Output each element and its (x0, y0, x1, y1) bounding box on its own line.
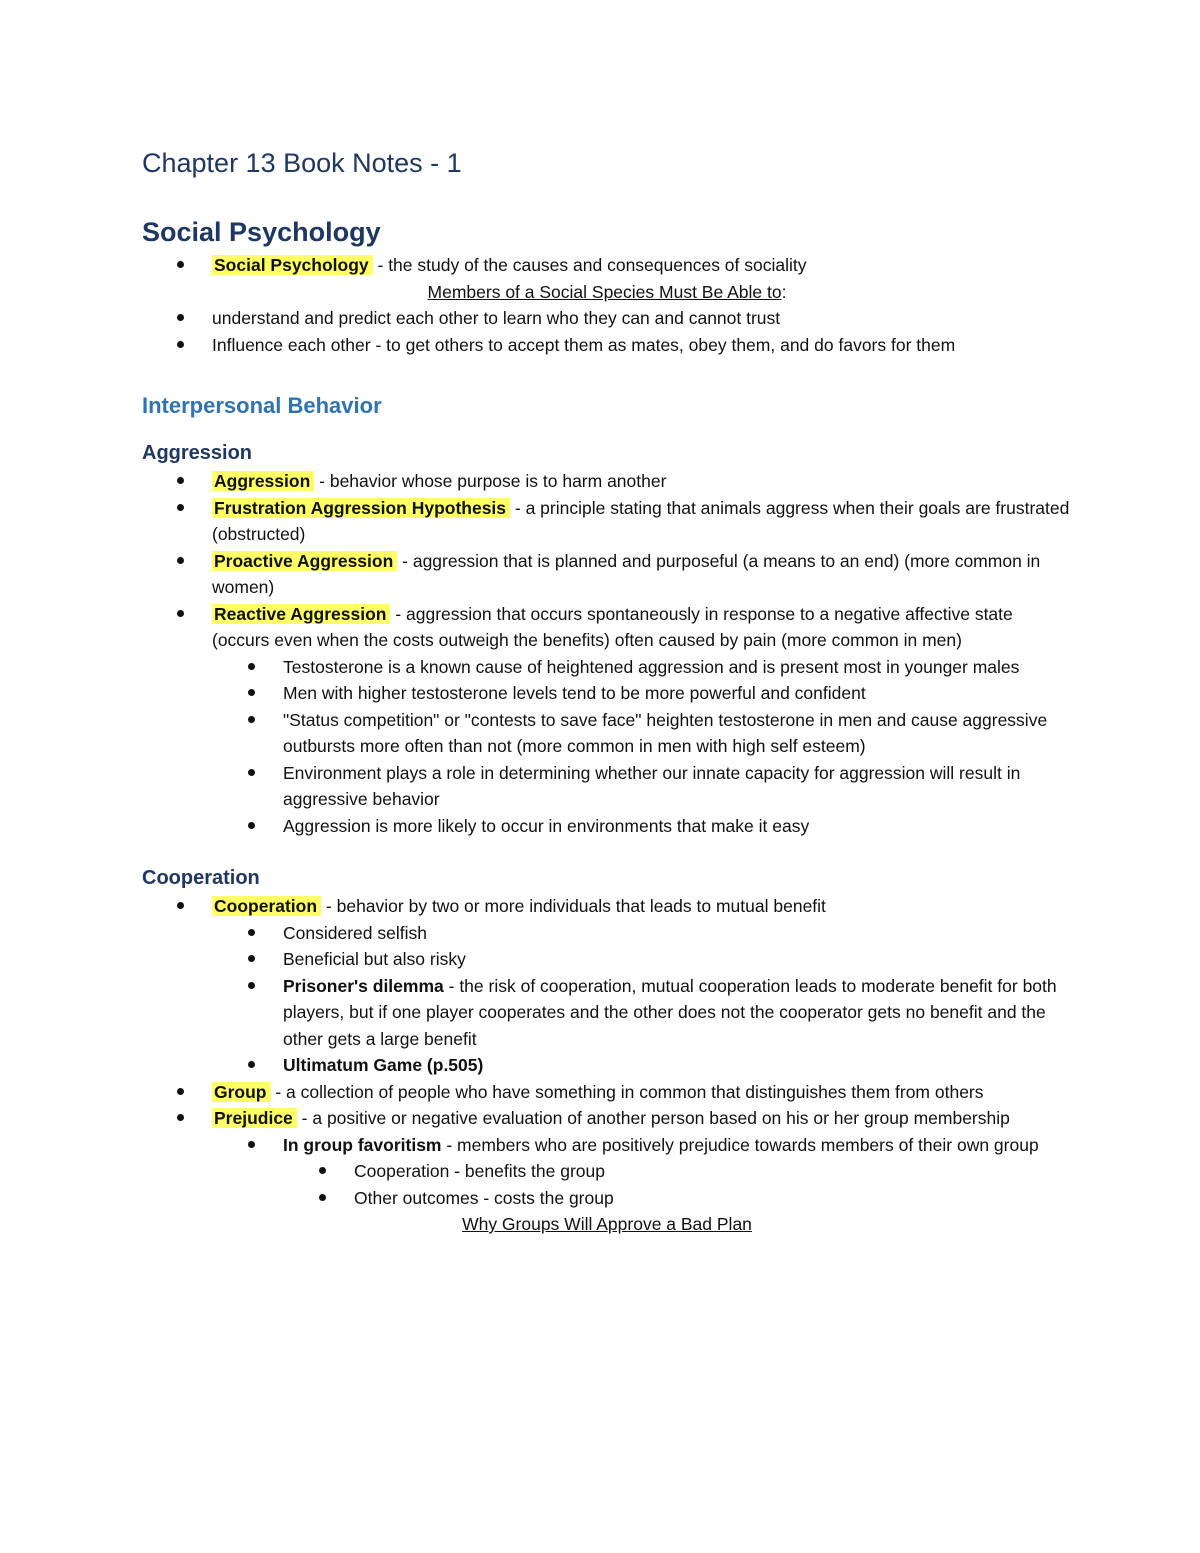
subheading-text: Members of a Social Species Must Be Able to (427, 281, 782, 302)
list-item: Environment plays a role in determining whether our innate capacity for aggression will result in aggressive behavior (142, 760, 1072, 813)
term-definition: - the study of the causes and consequences of sociality (372, 255, 807, 275)
term-definition: - a positive or negative evaluation of another person based on his or her group membership (296, 1108, 1010, 1128)
list-item: Considered selfish (142, 920, 1072, 947)
heading-cooperation: Cooperation (142, 867, 260, 889)
list-item: Other outcomes - costs the group (142, 1185, 1072, 1212)
list-item (142, 468, 1072, 495)
heading-aggression: Aggression (142, 442, 253, 464)
term-highlight: Group (212, 1082, 271, 1102)
term-highlight: Prejudice (212, 1108, 297, 1128)
footer-subheading: Why Groups Will Approve a Bad Plan (462, 1214, 752, 1234)
list-item (142, 252, 1072, 279)
social-list (142, 252, 1072, 279)
list-item (142, 893, 1072, 920)
cooperation-list (142, 893, 1072, 1211)
list-item: "Status competition" or "contests to save face" heighten testosterone in men and cause aggressive outbursts more often than not (more common in men with high self esteem) (142, 707, 1072, 760)
term-highlight: Social Psychology (212, 255, 373, 275)
list-item: Cooperation - benefits the group (142, 1158, 1072, 1185)
page-reference: (p.505) (422, 1055, 484, 1075)
list-item (142, 1052, 1072, 1079)
list-item (142, 1105, 1072, 1132)
term-highlight: Reactive Aggression (212, 604, 390, 624)
list-item: Influence each other - to get others to accept them as mates, obey them, and do favors for them (142, 332, 1072, 359)
term-highlight: Proactive Aggression (212, 551, 397, 571)
list-item (142, 973, 1072, 1053)
term-highlight: Aggression (212, 471, 314, 491)
members-list (142, 305, 1072, 358)
list-item (142, 548, 1072, 601)
term-definition: - a collection of people who have something in common that distinguishes them from others (270, 1081, 984, 1102)
list-item (142, 1132, 1072, 1159)
list-item: understand and predict each other to learn who they can and cannot trust (142, 305, 1072, 332)
term-highlight: Frustration Aggression Hypothesis (212, 498, 510, 518)
heading-social-psychology: Social Psychology (142, 217, 381, 247)
subheading-suffix: : (781, 281, 787, 302)
term-bold: Prisoner's dilemma (283, 975, 444, 996)
document-content (142, 138, 1072, 1238)
list-item: Testosterone is a known cause of heightened aggression and is present most in younger males (142, 654, 1072, 681)
list-item (142, 495, 1072, 548)
list-item: Beneficial but also risky (142, 946, 1072, 973)
term-highlight: Cooperation (212, 896, 321, 916)
list-item (142, 601, 1072, 654)
term-definition: - a principle stating that animals aggress when their goals are frustrated (obstructed) (212, 497, 1070, 544)
term-bold: In group favoritism (283, 1134, 442, 1155)
term-definition: - behavior whose purpose is to harm another (314, 471, 667, 491)
term-definition: - aggression that occurs spontaneously in response to a negative affective state (occurs even when the costs outweigh the benefits) often caused by pain (more common in men) (212, 603, 1013, 650)
aggression-list (142, 468, 1072, 839)
heading-interpersonal-behavior: Interpersonal Behavior (142, 393, 382, 418)
term-definition: - behavior by two or more individuals that leads to mutual benefit (321, 896, 826, 916)
term-bold: Ultimatum Game (283, 1055, 423, 1075)
list-item (142, 1079, 1072, 1106)
page-title: Chapter 13 Book Notes - 1 (142, 148, 462, 178)
term-definition: - members who are positively prejudice towards members of their own group (441, 1134, 1039, 1155)
subheading-members (142, 279, 1072, 306)
term-definition: - aggression that is planned and purposeful (a means to an end) (more common in women) (212, 550, 1041, 597)
term-definition: - the risk of cooperation, mutual cooperation leads to moderate benefit for both players, but if one player cooperates and the other does not the cooperator gets no benefit and the other gets a large benefit (283, 975, 1057, 1049)
list-item: Men with higher testosterone levels tend to be more powerful and confident (142, 680, 1072, 707)
list-item: Aggression is more likely to occur in environments that make it easy (142, 813, 1072, 840)
